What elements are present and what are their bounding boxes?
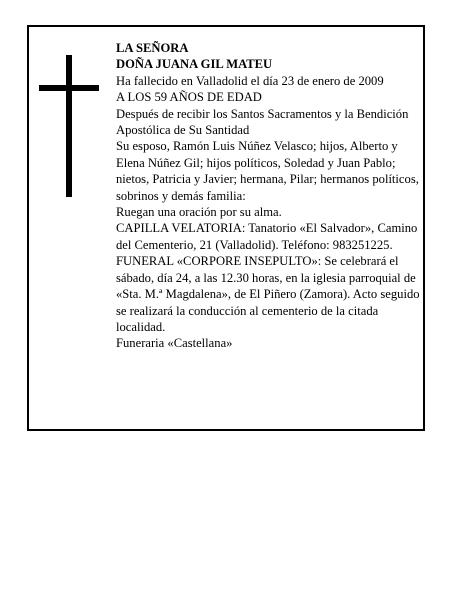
family-paragraph: Su esposo, Ramón Luis Núñez Velasco; hijos, Alberto y Elena Núñez Gil; hijos políticos, Soledad y Juan Pablo; nietos, Patricia y Javier; hermana, Pilar; hermanos políticos, sobrinos y demás familia: xyxy=(116,139,419,203)
notice-text xyxy=(116,40,422,352)
sacraments-paragraph: Después de recibir los Santos Sacramentos y la Bendición Apostólica de Su Santidad xyxy=(116,106,409,138)
cross-vertical-bar xyxy=(66,55,72,197)
cross-horizontal-bar xyxy=(39,85,99,91)
notice-title: LA SEÑORA xyxy=(116,41,189,55)
death-statement: Ha fallecido en Valladolid el día 23 de enero de 2009 xyxy=(116,73,384,88)
age-line: A LOS 59 AÑOS DE EDAD xyxy=(116,90,262,105)
deceased-name: DOÑA JUANA GIL MATEU xyxy=(116,57,273,72)
chapel-paragraph: CAPILLA VELATORIA: Tanatorio «El Salvador», Camino del Cementerio, 21 (Valladolid). Teléfono: 983251225. xyxy=(116,221,418,252)
latin-cross-icon xyxy=(39,55,99,197)
prayer-request: Ruegan una oración por su alma. xyxy=(116,205,282,220)
funeral-home: Funeraria «Castellana» xyxy=(116,336,233,351)
funeral-paragraph: FUNERAL «CORPORE INSEPULTO»: Se celebrará el sábado, día 24, a las 12.30 horas, en la iglesia parroquial de «Sta. M.ª Magdalena», de El Piñero (Zamora). Acto seguido se realizará la conducción al cementerio de la citada localidad. xyxy=(116,254,420,334)
obituary-notice xyxy=(27,25,425,431)
